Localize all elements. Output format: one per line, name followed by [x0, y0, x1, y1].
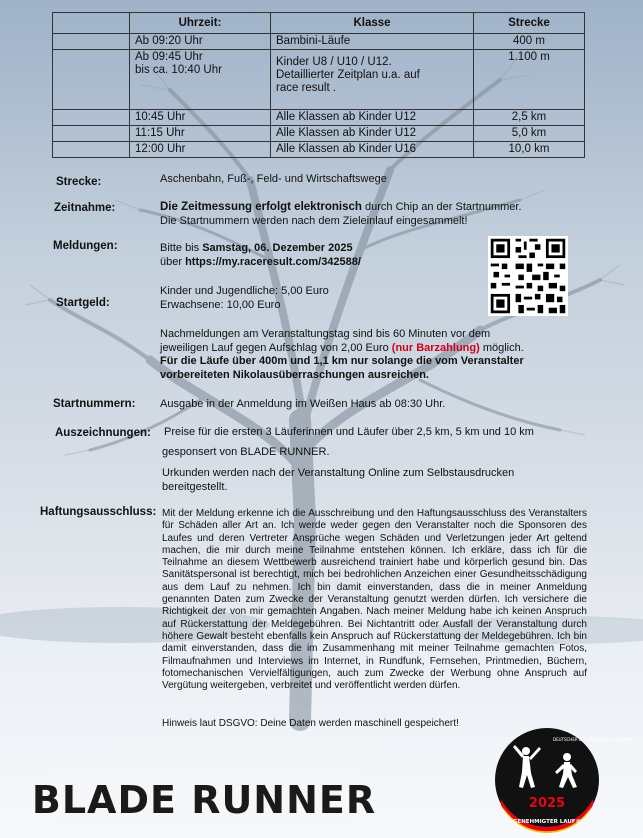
cell-time: 11:15 Uhr	[130, 126, 271, 142]
schedule-table	[52, 12, 585, 158]
zeitnahme-label: Zeitnahme:	[54, 202, 116, 214]
cell-distance: 5,0 km	[474, 126, 585, 142]
header-cell-distance: Strecke	[474, 13, 585, 34]
dlv-approved-run-badge	[489, 727, 633, 833]
nachmeldung-line1: Nachmeldungen am Veranstaltungstag sind bis 60 Minuten vor dem	[160, 328, 491, 340]
nachmeldung-possible: möglich.	[479, 341, 524, 354]
cell-empty	[53, 50, 130, 110]
zeitnahme-text	[160, 201, 600, 228]
cell-distance: 10,0 km	[474, 142, 585, 158]
nachmeldung-text	[160, 328, 600, 382]
auszeichnungen-line1: Preise für die ersten 3 Läuferinnen und Läufer über 2,5 km, 5 km und 10 km	[164, 426, 534, 438]
startnummern-label: Startnummern:	[53, 398, 136, 410]
startgeld-adults: Erwachsene: 10,00 Euro	[160, 298, 281, 311]
startgeld-text	[160, 285, 600, 312]
table-row	[53, 34, 585, 50]
cell-class: Alle Klassen ab Kinder U12	[271, 126, 474, 142]
meldungen-text	[160, 242, 480, 269]
meldungen-date: , 06. Dezember 2025	[248, 242, 353, 254]
badge-year: 2025	[528, 796, 566, 811]
badge-top-text: DEUTSCHER LEICHTATHLETIK VERBAND	[553, 737, 633, 742]
auszeichnungen-line2: gesponsert von BLADE RUNNER.	[162, 446, 330, 458]
cell-empty	[53, 142, 130, 158]
svg-text:BLADE RUNNER: BLADE RUNNER	[31, 778, 377, 822]
registration-link[interactable]: https://my.raceresult.com/342588/	[185, 255, 361, 268]
table-row	[53, 50, 585, 110]
meldungen-via: über	[160, 255, 186, 268]
nachmeldung-line3: Für die Läufe über 400m und 1,1 km nur solange die vom Veranstalter	[160, 355, 524, 367]
cell-distance: 2,5 km	[474, 110, 585, 126]
cell-empty	[53, 126, 130, 142]
cell-class: Alle Klassen ab Kinder U16	[271, 142, 474, 158]
cell-distance: 1.100 m	[474, 50, 585, 110]
cell-class: Kinder U8 / U10 / U12. Detaillierter Zeitplan u.a. auf race result .	[271, 50, 474, 110]
header-cell-time: Uhrzeit:	[130, 13, 271, 34]
auszeichnungen-line3: Urkunden werden nach der Veranstaltung Online zum Selbstausdrucken	[162, 467, 515, 479]
meldungen-prefix: Bitte bis	[160, 242, 203, 254]
nachmeldung-line2: jeweiligen Lauf gegen Aufschlag von 2,00 Euro	[160, 341, 392, 354]
zeitnahme-bold: Die Zeitmessung erfolgt elektronisch	[160, 201, 362, 213]
startnummern-text: Ausgabe in der Anmeldung im Weißen Haus ab 08:30 Uhr.	[160, 398, 446, 410]
meldungen-label: Meldungen:	[53, 240, 118, 252]
table-row	[53, 110, 585, 126]
zeitnahme-rest: durch Chip an der Startnummer.	[361, 201, 522, 213]
cell-time: 10:45 Uhr	[130, 110, 271, 126]
strecke-label: Strecke:	[56, 176, 102, 188]
startgeld-label: Startgeld:	[56, 297, 110, 309]
meldungen-day: Samstag	[202, 242, 249, 254]
blade-runner-logo	[31, 768, 377, 828]
cell-time: 12:00 Uhr	[130, 142, 271, 158]
cell-time: Ab 09:20 Uhr	[130, 34, 271, 50]
auszeichnungen-label: Auszeichnungen:	[55, 427, 151, 439]
cell-class: Bambini-Läufe	[271, 34, 474, 50]
auszeichnungen-line4: bereitgestellt.	[162, 480, 228, 493]
cell-empty	[53, 110, 130, 126]
header-cell-empty	[53, 13, 130, 34]
haftung-text: Mit der Meldung erkenne ich die Ausschreibung und den Haftungsausschluss des Veranstalters für Schäden aller Art an. Ich werde weder gegen den Veranstalter noch die Sponsoren des Laufes und deren Vertreter Ansprüche wegen Schäden und Verletzungen jeder Art geltend machen, die mir durch meine Teilnahme entstehen können. Ich erkläre, dass ich für die Teilnahme an diesem Wettbewerb ausreichend trainiert habe und körperlich gesund bin. Das Sanitätspersonal ist berechtigt, mich bei bedrohlichen Anzeichen einer Gesundheitsschädigung aus dem Lauf zu nehmen. Ich bin damit einverstanden, dass die in meiner Anmeldung genannten Daten zum Zwecke der Veranstaltung genutzt werden dürfen. Ich versichere die Richtigkeit der von mir gemachten Angaben. Nach meiner Meldung habe ich keinen Anspruch auf Rückerstattung der Meldegebühren. Bei Nichtantritt oder Ausfall der Veranstaltung durch höhere Gewalt besteht ebenfalls kein Anspruch auf Rückerstattung der Meldegebühren. Ich bin damit einverstanden, dass die im Zusammenhang mit meiner Teilnahme gemachten Fotos, Filmaufnahmen und Interviews im Internet, in Rundfunk, Fernsehen, Printmedien, Büchern, fotomechanischen Vervielfältigungen, auch zum Zwecke der Werbung ohne Anspruch auf Vergütung weitergeben, verbreitet und veröffentlicht werden dürfen.	[162, 508, 587, 692]
strecke-text: Aschenbahn, Fuß-, Feld- und Wirtschaftswege	[160, 173, 387, 185]
nachmeldung-line4: vorbereiteten Nikolausüberraschungen ausreichen.	[160, 368, 429, 381]
badge-bottom-text: GENEHMIGTER LAUF®	[512, 819, 582, 825]
table-row	[53, 142, 585, 158]
cell-time: Ab 09:45 Uhr bis ca. 10:40 Uhr	[130, 50, 271, 110]
cell-empty	[53, 34, 130, 50]
startgeld-kids: Kinder und Jugendliche: 5,00 Euro	[160, 285, 329, 297]
table-row	[53, 126, 585, 142]
schedule-header-row	[53, 13, 585, 34]
cell-class: Alle Klassen ab Kinder U12	[271, 110, 474, 126]
haftung-label: Haftungsausschluss:	[40, 506, 157, 518]
zeitnahme-line2: Die Startnummern werden nach dem Zieleinlauf eingesammelt!	[160, 214, 468, 227]
cell-distance: 400 m	[474, 34, 585, 50]
dsgvo-note: Hinweis laut DSGVO: Deine Daten werden maschinell gespeichert!	[162, 718, 459, 729]
cash-only-note: (nur Barzahlung)	[391, 341, 480, 354]
auszeichnungen-certificates	[162, 467, 582, 494]
header-cell-class: Klasse	[271, 13, 474, 34]
